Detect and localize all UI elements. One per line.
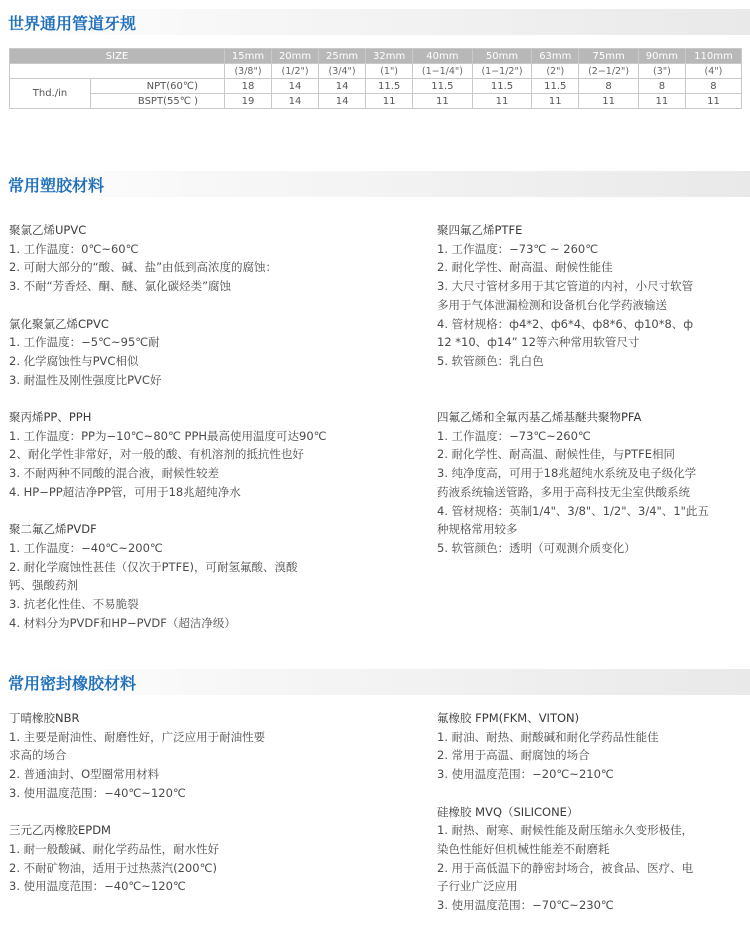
material-line: 2. 化学腐蚀性与PVC相似	[9, 353, 139, 368]
material-title: 聚四氟乙烯PTFE	[437, 223, 523, 237]
material-line: 1. 耐一般酸碱、耐化学药品性，耐水性好	[9, 841, 220, 856]
table-cell: 11	[413, 94, 473, 109]
material-line: 4. 管材规格：ф4*2、ф6*4、ф8*6、ф10*8、ф	[437, 316, 694, 331]
material-line: 2. 可耐大部分的“酸、碱、盐”由低到高浓度的腐蚀：	[9, 260, 278, 275]
size-mm-cell: 63mm	[532, 49, 579, 64]
table-cell: 11	[366, 94, 413, 109]
material-line: 3. 不耐两种不同酸的混合液，耐候性较差	[9, 466, 220, 481]
material-line: 1. 耐油、耐热、耐酸碱和耐化学药品性能佳	[437, 729, 659, 744]
material-line: 子行业广泛应用	[437, 879, 518, 894]
table-cell: 8	[638, 79, 685, 94]
rubber-right-column	[437, 709, 737, 915]
plastic-right-column	[437, 221, 737, 558]
section-title-plastic: 常用塑胶材料	[8, 176, 105, 195]
table-cell: 14	[319, 94, 366, 109]
material-line: 2、耐化学性非常好，对一般的酸、有机溶剂的抵抗性也好	[9, 447, 304, 462]
material-title: 硅橡胶 MVQ（SILICONE）	[437, 804, 579, 819]
section-header-thread	[0, 9, 750, 35]
table-cell: 18	[225, 79, 272, 94]
table-row	[10, 94, 742, 109]
table-inch-row	[10, 64, 742, 79]
material-line: 3. 使用温度范围：−20℃~210℃	[437, 767, 614, 782]
material-line: 2. 常用于高温、耐腐蚀的场合	[437, 748, 590, 763]
section-header-rubber	[0, 669, 750, 695]
size-mm-cell: 75mm	[579, 49, 639, 64]
table-cell: 14	[272, 79, 319, 94]
table-header-row	[10, 49, 742, 64]
material-title: 四氟乙烯和全氟丙基乙烯基醚共聚物PFA	[437, 410, 642, 425]
table-cell: 11	[472, 94, 532, 109]
table-cell: 8	[685, 79, 741, 94]
material-line: 3. 不耐“芳香烃、酮、醚、氯化碳烃类”腐蚀	[9, 279, 232, 294]
section-header-plastic	[0, 171, 750, 197]
size-inch-cell: (1")	[366, 64, 413, 79]
material-title: 氯化聚氯乙烯CPVC	[9, 316, 109, 331]
size-mm-cell: 40mm	[413, 49, 473, 64]
material-line: 种规格常用较多	[437, 522, 518, 537]
material-line: 1. 工作温度：−73℃ ~ 260℃	[437, 241, 599, 256]
size-inch-cell: (1−1/4")	[413, 64, 473, 79]
table-cell: 19	[225, 94, 272, 109]
material-line: 3. 大尺寸管材多用于其它管道的内衬，小尺寸软管	[437, 279, 694, 294]
section-title-thread: 世界通用管道牙规	[8, 14, 137, 33]
row-label: NPT(60℃)	[91, 79, 225, 94]
material-line: 3. 使用温度范围：−70℃~230℃	[437, 898, 614, 913]
size-mm-cell: 110mm	[685, 49, 741, 64]
table-cell: 11	[532, 94, 579, 109]
size-mm-cell: 25mm	[319, 49, 366, 64]
section-title-rubber: 常用密封橡胶材料	[8, 674, 137, 693]
size-inch-cell: (4")	[685, 64, 741, 79]
material-line: 1. 主要是耐油性、耐磨性好，广泛应用于耐油性要	[9, 729, 266, 744]
size-inch-cell: (3/8")	[225, 64, 272, 79]
size-mm-cell: 90mm	[638, 49, 685, 64]
material-line: 2. 普通油封、O型圈常用材料	[9, 767, 160, 782]
material-line: 3. 耐温性及刚性强度比PVC好	[9, 372, 162, 387]
table-cell: 11.5	[413, 79, 473, 94]
material-line: 12 *10、ф14” 12等六种常用软管尺寸	[437, 335, 640, 350]
thread-spec-table	[9, 48, 742, 109]
material-title: 聚氯乙烯UPVC	[9, 223, 87, 237]
material-title: 丁晴橡胶NBR	[9, 711, 80, 725]
size-inch-cell: (2−1/2")	[579, 64, 639, 79]
material-title: 聚二氟乙烯PVDF	[9, 522, 97, 537]
size-mm-cell: 50mm	[472, 49, 532, 64]
material-line: 1. 工作温度：PP为−10℃~80℃ PPH最高使用温度可达90℃	[9, 428, 327, 443]
material-line: 钙、强酸药剂	[9, 578, 78, 593]
table-cell: 11	[685, 94, 741, 109]
row-label: BSPT(55℃ )	[91, 94, 225, 109]
table-cell: 8	[579, 79, 639, 94]
row-group-label: Thd./in	[10, 79, 91, 109]
table-cell: 11	[638, 94, 685, 109]
size-inch-cell: (3/4")	[319, 64, 366, 79]
material-line: 2. 耐化学性、耐高温、耐候性能佳	[437, 260, 613, 275]
table-cell: 14	[272, 94, 319, 109]
material-line: 1. 工作温度：−73℃~260℃	[437, 428, 591, 443]
table-cell: 11.5	[366, 79, 413, 94]
table-cell: 11.5	[532, 79, 579, 94]
material-line: 药液系统输送管路，多用于高科技无尘室供酸系统	[437, 484, 690, 499]
size-mm-cell: 15mm	[225, 49, 272, 64]
material-line: 多用于气体泄漏检测和设备机台化学药液输送	[437, 297, 667, 312]
size-label: SIZE	[10, 49, 225, 64]
material-line: 5. 软管颜色：乳白色	[437, 353, 544, 368]
material-line: 1. 工作温度：0℃~60℃	[9, 241, 139, 256]
size-inch-cell: (1/2")	[272, 64, 319, 79]
material-line: 3. 抗老化性佳、不易脆裂	[9, 597, 139, 612]
material-line: 2. 耐化学性、耐高温、耐候性佳，与PTFE相同	[437, 447, 675, 462]
material-line: 4. 材料分为PVDF和HP−PVDF（超洁净级）	[9, 615, 236, 630]
table-cell: 11.5	[472, 79, 532, 94]
blank-cell	[10, 64, 225, 79]
size-inch-cell: (1−1/2")	[472, 64, 532, 79]
size-mm-cell: 20mm	[272, 49, 319, 64]
rubber-left-column	[9, 709, 309, 896]
material-line: 4. 管材规格：英制1/4"、3/8"、1/2"、3/4"、1"此五	[437, 503, 709, 518]
size-inch-cell: (3")	[638, 64, 685, 79]
material-line: 1. 耐热、耐寒、耐候性能及耐压缩永久变形极佳，	[437, 823, 694, 838]
material-line: 3. 使用温度范围：−40℃~120℃	[9, 785, 186, 800]
material-line: 求高的场合	[9, 748, 67, 763]
size-inch-cell: (2")	[532, 64, 579, 79]
material-line: 2. 耐化学腐蚀性甚佳（仅次于PTFE)，可耐氢氟酸、溴酸	[9, 559, 298, 574]
material-title: 氟橡胶 FPM(FKM、VITON)	[437, 711, 580, 725]
size-mm-cell: 32mm	[366, 49, 413, 64]
material-title: 聚丙烯PP、PPH	[9, 410, 92, 424]
material-line: 1. 工作温度：−5℃~95℃耐	[9, 335, 160, 350]
material-line: 2. 用于高低温下的静密封场合，被食品、医疗、电	[437, 860, 694, 875]
material-line: 1. 工作温度：−40℃~200℃	[9, 540, 163, 555]
material-line: 2. 不耐矿物油，适用于过热蒸汽(200℃)	[9, 860, 217, 875]
material-line: 3. 纯净度高，可用于18兆超纯水系统及电子级化学	[437, 466, 697, 481]
plastic-left-column	[9, 221, 409, 632]
material-line: 5. 软管颜色：透明（可观测介质变化）	[437, 540, 636, 555]
material-line: 染色性能好但机械性能差不耐磨耗	[437, 841, 610, 856]
material-line: 4. HP−PP超洁净PP管，可用于18兆超纯净水	[9, 484, 241, 499]
table-row	[10, 79, 742, 94]
material-line: 3. 使用温度范围：−40℃~120℃	[9, 879, 186, 894]
table-cell: 11	[579, 94, 639, 109]
material-title: 三元乙丙橡胶EPDM	[9, 823, 111, 838]
table-cell: 14	[319, 79, 366, 94]
